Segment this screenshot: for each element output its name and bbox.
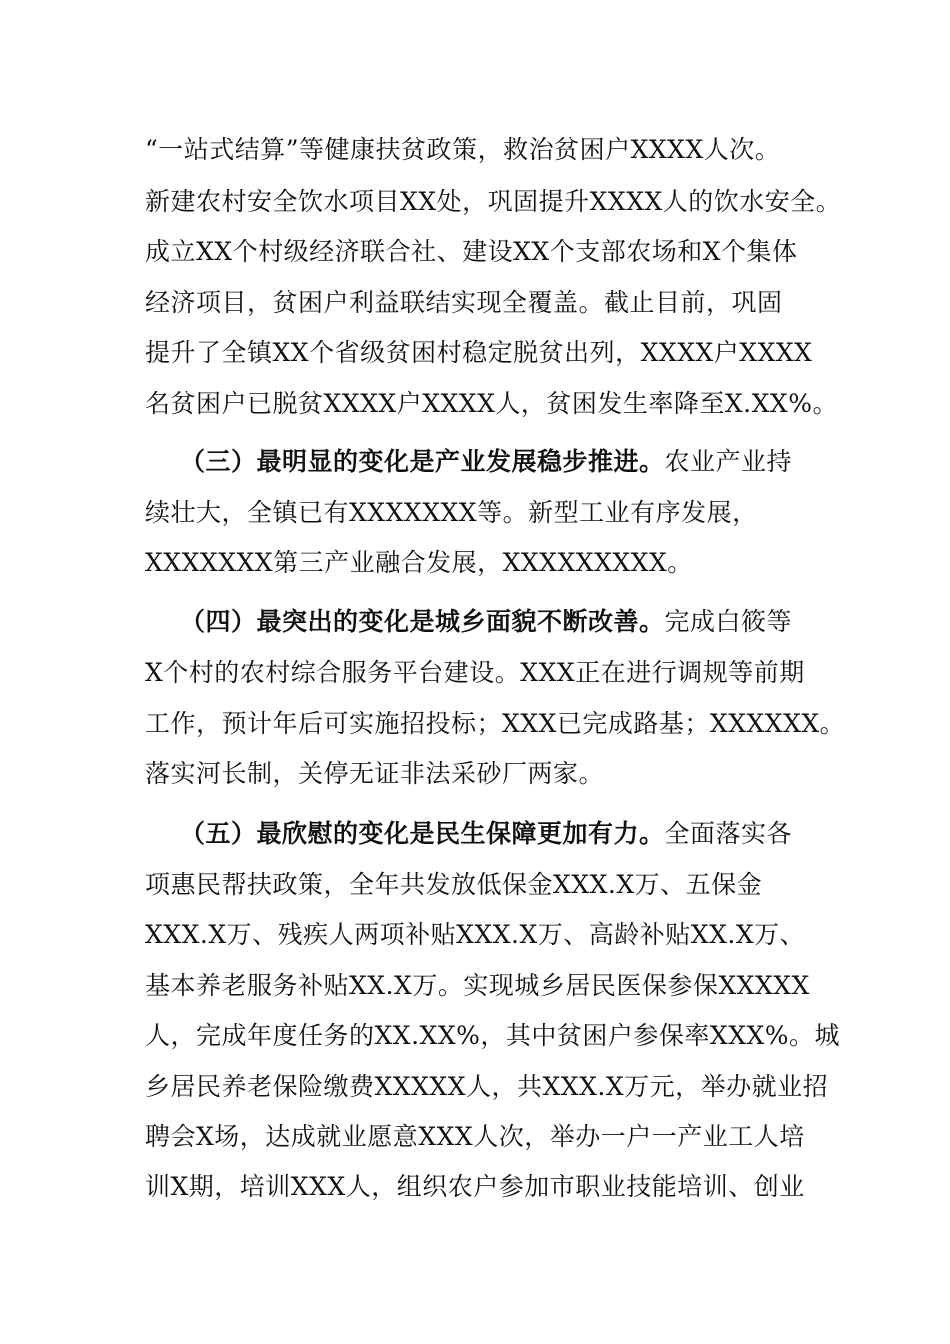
body-text-line: 提升了全镇XX个省级贫困村稳定脱贫出列，XXXX户XXXX <box>145 338 813 367</box>
body-text-line: 续壮大，全镇已有XXXXXXX等。新型工业有序发展， <box>145 498 758 527</box>
body-text: 完成白筱等 <box>664 607 793 636</box>
body-text-line: 经济项目，贫困户利益联结实现全覆盖。截止目前，巩固 <box>145 288 783 317</box>
body-text-line: 落实河长制，关停无证非法采砂厂两家。 <box>145 759 605 788</box>
body-text-line: XXX.X万、残疾人两项补贴XXX.X万、高龄补贴XX.X万、 <box>145 920 806 949</box>
body-text: 农业产业持 <box>664 447 793 476</box>
body-text-line: 人，完成年度任务的XX.XX%，其中贫困户参保率XXX%。城 <box>145 1021 841 1050</box>
body-text-line: 基本养老服务补贴XX.X万。实现城乡居民医保参保XXXXX <box>145 971 810 1000</box>
body-text-line: 工作，预计年后可实施招投标；XXX已完成路基；XXXXXX。 <box>145 709 846 738</box>
body-text-line: 训X期，培训XXX人，组织农户参加市职业技能培训、创业 <box>145 1172 805 1201</box>
body-text-line: 乡居民养老保险缴费XXXXX人，共XXX.X万元，举办就业招 <box>145 1072 829 1101</box>
body-text-line: 项惠民帮扶政策，全年共发放低保金XXX.X万、五保金 <box>145 870 763 899</box>
section-heading: （四）最突出的变化是城乡面貌不断改善。 <box>180 607 665 636</box>
body-text-line: 新建农村安全饮水项目XX处，巩固提升XXXX人的饮水安全。 <box>145 187 842 216</box>
body-text-line: X个村的农村综合服务平台建设。XXX正在进行调规等前期 <box>145 658 805 687</box>
body-text-line: 成立XX个村级经济联合社、建设XX个支部农场和X个集体 <box>145 237 798 266</box>
body-text: 全面落实各 <box>664 819 793 848</box>
section-4-first-line <box>180 606 792 638</box>
section-heading: （三）最明显的变化是产业发展稳步推进。 <box>180 447 665 476</box>
body-text-line: XXXXXXX第三产业融合发展，XXXXXXXXX。 <box>145 548 693 577</box>
body-text-line: “一站式结算”等健康扶贫政策，救治贫困户XXXX人次。 <box>145 135 781 164</box>
section-heading: （五）最欣慰的变化是民生保障更加有力。 <box>180 819 665 848</box>
section-3-first-line <box>180 446 792 478</box>
body-text-line: 名贫困户已脱贫XXXX户XXXX人，贫困发生率降至X.XX%。 <box>145 389 838 418</box>
body-text-line: 聘会X场，达成就业愿意XXX人次，举办一户一产业工人培 <box>145 1122 805 1151</box>
section-5-first-line <box>180 818 792 850</box>
